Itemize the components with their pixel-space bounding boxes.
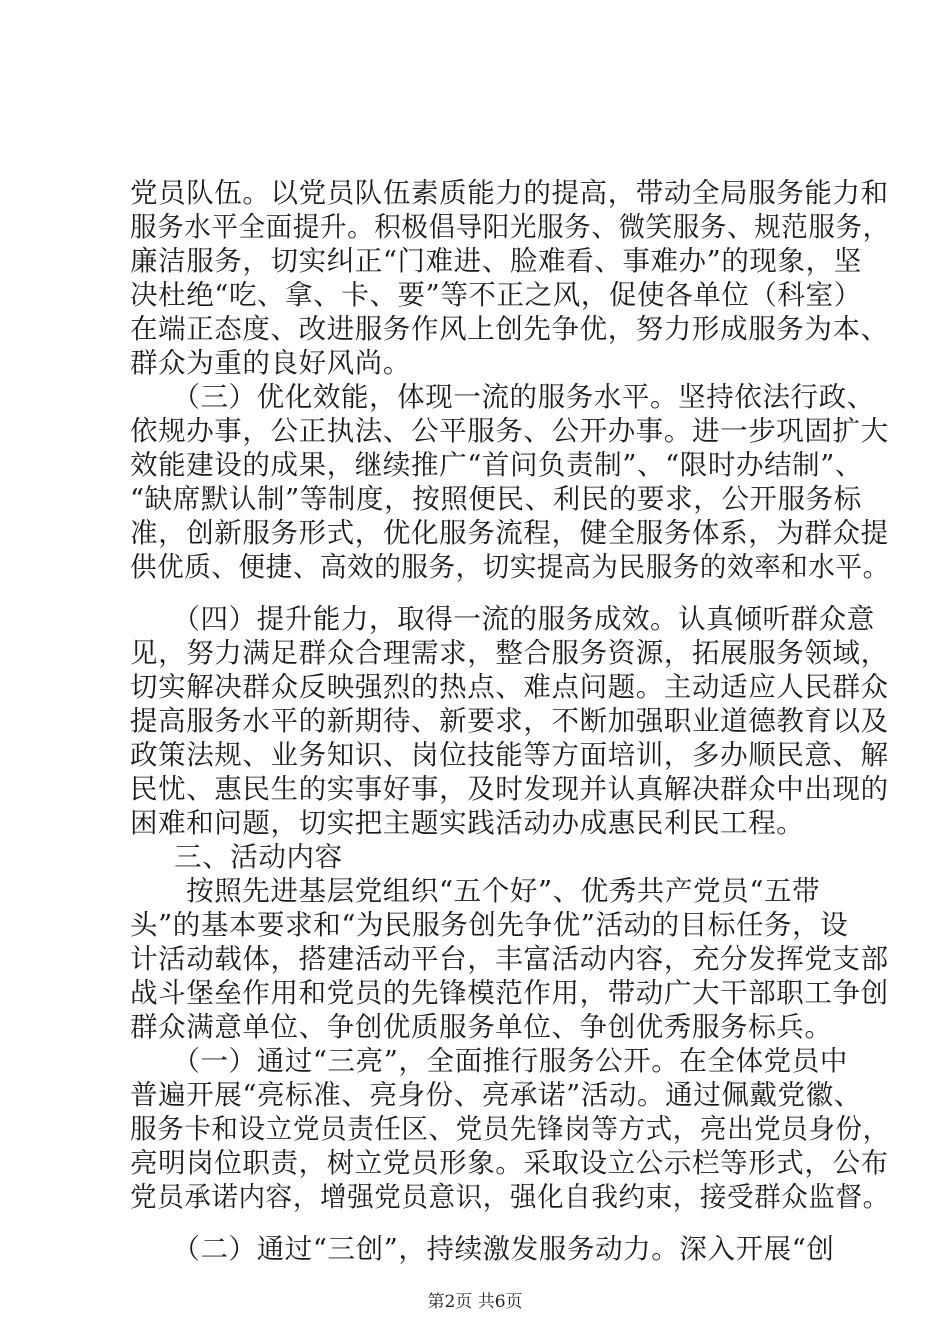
text-line: 亮明岗位职责，树立党员形象。采取设立公示栏等形式，公布	[130, 1147, 889, 1179]
text-line: （四）提升能力，取得一流的服务成效。认真倾听群众意	[158, 603, 875, 635]
text-line: 群众为重的良好风尚。	[130, 347, 411, 379]
text-line: （三）优化效能，体现一流的服务水平。坚持依法行政、	[158, 381, 875, 413]
text-line: 在端正态度、改进服务作风上创先争优，努力形成服务为本、	[130, 313, 889, 345]
text-line: 依规办事，公正执法、公平服务、公开办事。进一步巩固扩大	[130, 415, 889, 447]
text-line: 党员承诺内容，增强党员意识，强化自我约束，接受群众监督。	[130, 1181, 890, 1213]
text-line: 效能建设的成果，继续推广“首问负责制”、“限时办结制”、	[130, 449, 864, 481]
text-line: 提高服务水平的新期待、新要求，不断加强职业道德教育以及	[130, 705, 889, 737]
text-line: 党员队伍。以党员队伍素质能力的提高，带动全局服务能力和	[130, 177, 889, 209]
text-line: “缺席默认制”等制度，按照便民、利民的要求，公开服务标	[130, 483, 862, 515]
text-line: 廉洁服务，切实纠正“门难进、脸难看、事难办”的现象，坚	[130, 245, 862, 277]
text-line: 供优质、便捷、高效的服务，切实提高为民服务的效率和水平。	[130, 551, 890, 583]
text-line: 群众满意单位、争创优质服务单位、争创优秀服务标兵。	[130, 1011, 833, 1043]
text-line: 政策法规、业务知识、岗位技能等方面培训，多办顺民意、解	[130, 739, 889, 771]
text-line: 战斗堡垒作用和党员的先锋模范作用，带动广大干部职工争创	[130, 977, 889, 1009]
text-line: 按照先进基层党组织“五个好”、优秀共产党员“五带	[158, 875, 821, 907]
text-line: 普遍开展“亮标准、亮身份、亮承诺”活动。通过佩戴党徽、	[130, 1079, 862, 1111]
text-line: 头”的基本要求和“为民服务创先争优”活动的目标任务，设	[130, 909, 849, 941]
text-line: 服务卡和设立党员责任区、党员先锋岗等方式，亮出党员身份，	[130, 1113, 890, 1145]
section-heading: 三、活动内容	[146, 841, 343, 873]
text-line: 见，努力满足群众合理需求，整合服务资源，拓展服务领域，	[130, 637, 889, 669]
text-line: （二）通过“三创”，持续激发服务动力。深入开展“创	[158, 1233, 835, 1265]
text-line: 民忧、惠民生的实事好事，及时发现并认真解决群众中出现的	[130, 773, 889, 805]
text-line: 准，创新服务形式，优化服务流程，健全服务体系，为群众提	[130, 517, 889, 549]
text-line: 切实解决群众反映强烈的热点、难点问题。主动适应人民群众	[130, 671, 889, 703]
page-footer: 第2页 共6页	[427, 1292, 523, 1312]
text-line: 计活动载体，搭建活动平台，丰富活动内容，充分发挥党支部	[130, 943, 889, 975]
text-line: 服务水平全面提升。积极倡导阳光服务、微笑服务、规范服务，	[130, 211, 890, 243]
text-line: 困难和问题，切实把主题实践活动办成惠民利民工程。	[130, 807, 805, 839]
text-line: （一）通过“三亮”，全面推行服务公开。在全体党员中	[158, 1045, 848, 1077]
text-line: 决杜绝“吃、拿、卡、要”等不正之风，促使各单位（科室）	[130, 279, 862, 311]
